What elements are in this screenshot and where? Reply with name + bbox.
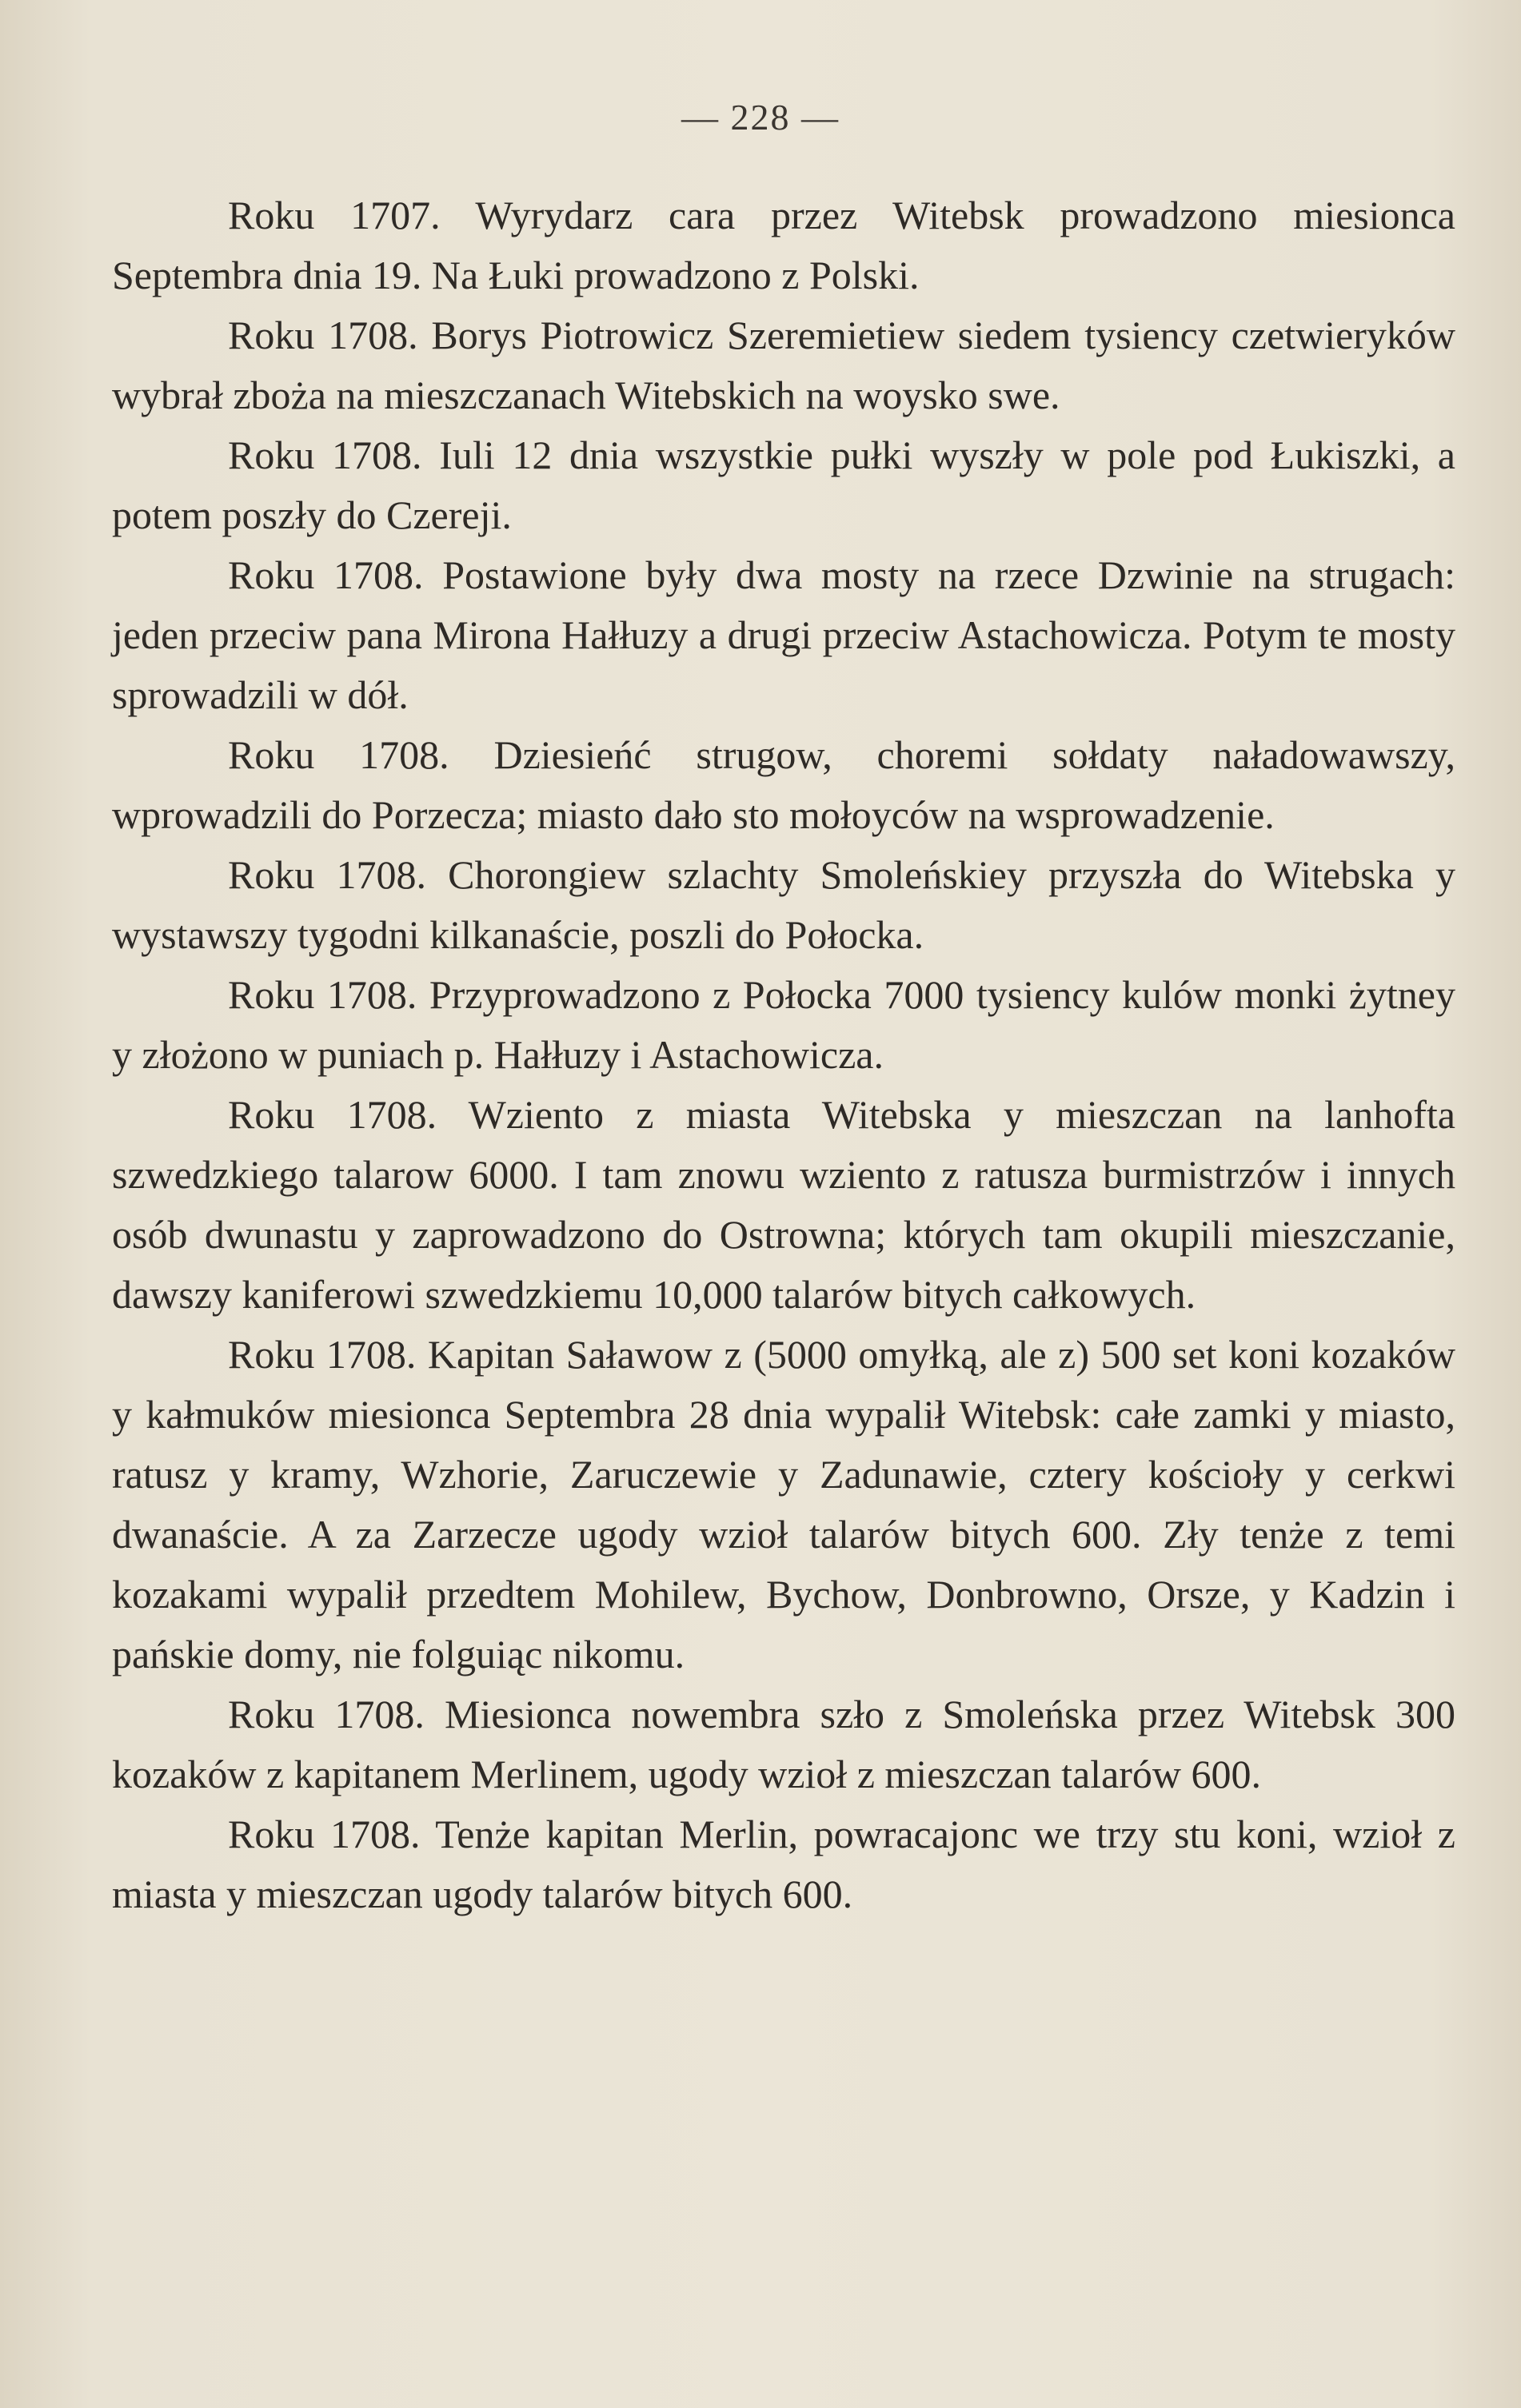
paragraph: Roku 1708. Miesionca nowembra szło z Smoleńska przez Witebsk 300 kozaków z kapitanem Merlinem, ugody wzioł z mieszczan talarów 600. (112, 1692, 1455, 1796)
paragraph: Roku 1708. Iuli 12 dnia wszystkie pułki wyszły w pole pod Łukiszki, a potem poszły do Czereji. (112, 433, 1455, 537)
paragraph: Roku 1708. Borys Piotrowicz Szeremietiew siedem tysiency czetwieryków wybrał zboża na mieszczanach Witebskich na woysko swe. (112, 313, 1455, 417)
paragraph: Roku 1708. Wziento z miasta Witebska y mieszczan na lanhofta szwedzkiego talarow 6000. I tam znowu wziento z ratusza burmistrzów i innych osób dwunastu y zaprowadzono do Ostrowna; których tam okupili mieszczanie, dawszy kaniferowi szwedzkiemu 10,000 talarów bitych całkowych. (112, 1092, 1455, 1317)
paragraph: Roku 1708. Tenże kapitan Merlin, powracajonc we trzy stu koni, wzioł z miasta y mieszczan ugody talarów bitych 600. (112, 1812, 1455, 1916)
paragraph: Roku 1708. Chorongiew szlachty Smoleńskiey przyszła do Witebska y wystawszy tygodni kilkanaście, poszli do Połocka. (112, 852, 1455, 957)
paragraph: Roku 1708. Dziesieńć strugow, choremi sołdaty naładowawszy, wprowadzili do Porzecza; miasto dało sto mołoyców na wsprowadzenie. (112, 732, 1455, 837)
page-number: — 228 — (681, 97, 840, 138)
paragraph: Roku 1708. Postawione były dwa mosty na rzece Dzwinie na strugach: jeden przeciw pana Mirona Hałłuzy a drugi przeciw Astachowicza. Potym te mosty sprowadzili w dół. (112, 552, 1455, 717)
paragraph: Roku 1707. Wyrydarz cara przez Witebsk prowadzono miesionca Septembra dnia 19. Na Łuki prowadzono z Polski. (112, 193, 1455, 297)
paragraph: Roku 1708. Kapitan Saławow z (5000 omyłką, ale z) 500 set koni kozaków y kałmuków miesionca Septembra 28 dnia wypalił Witebsk: całe zamki y miasto, ratusz y kramy, Wzhorie, Zaruczewie y Zadunawie, cztery kościoły y cerkwi dwanaście. A za Zarzecze ugody wzioł talarów bitych 600. Zły tenże z temi kozakami wypalił przedtem Mohilew, Bychow, Donbrowno, Orsze, y Kadzin i pańskie domy, nie folguiąc nikomu. (112, 1332, 1455, 1676)
paragraph: Roku 1708. Przyprowadzono z Połocka 7000 tysiency kulów monki żytney y złożono w puniach p. Hałłuzy i Astachowicza. (112, 972, 1455, 1077)
body-text (112, 185, 1455, 1924)
